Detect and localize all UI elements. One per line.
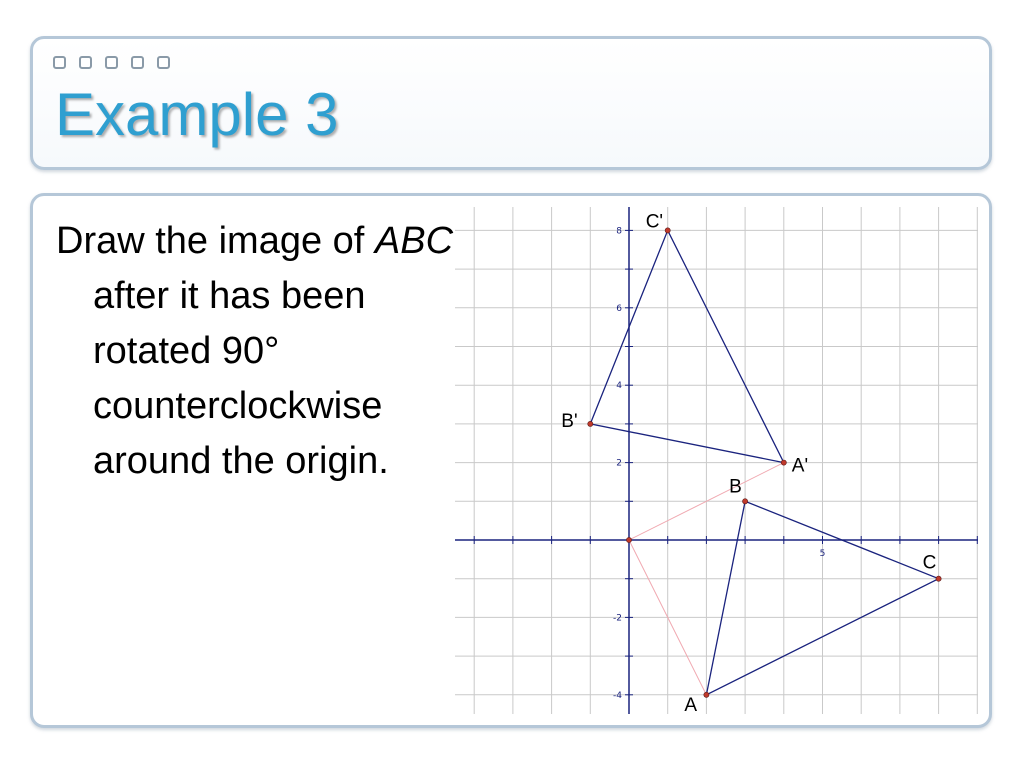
y-tick-label: 2 [616, 458, 622, 469]
y-tick-label: 4 [616, 381, 622, 392]
point-label: A' [791, 455, 809, 477]
problem-text-part2: after it has been rotated 90° counterclockwise around the origin. [93, 275, 389, 482]
point-label: A [684, 694, 698, 716]
y-tick-label: -4 [613, 690, 622, 701]
point-marker [588, 421, 593, 426]
y-tick-label: 8 [616, 226, 622, 237]
point-marker [743, 499, 748, 504]
point-marker [704, 692, 709, 697]
point-label: C' [645, 211, 664, 233]
slide-title: Example 3 [55, 81, 339, 148]
point-marker [781, 460, 786, 465]
point-marker [936, 576, 941, 581]
grid-lines [436, 153, 1017, 768]
x-tick-label: 5 [819, 549, 826, 559]
point-label: B' [561, 410, 578, 432]
point-marker [665, 228, 670, 233]
y-tick-label: 6 [616, 303, 622, 314]
y-tick-label: -2 [613, 613, 622, 624]
problem-text-part1: Draw the image of [56, 220, 375, 262]
triangle-name: ABC [374, 220, 454, 262]
point-marker [626, 537, 631, 542]
point-label: C [922, 552, 937, 574]
point-label: B [729, 476, 742, 498]
